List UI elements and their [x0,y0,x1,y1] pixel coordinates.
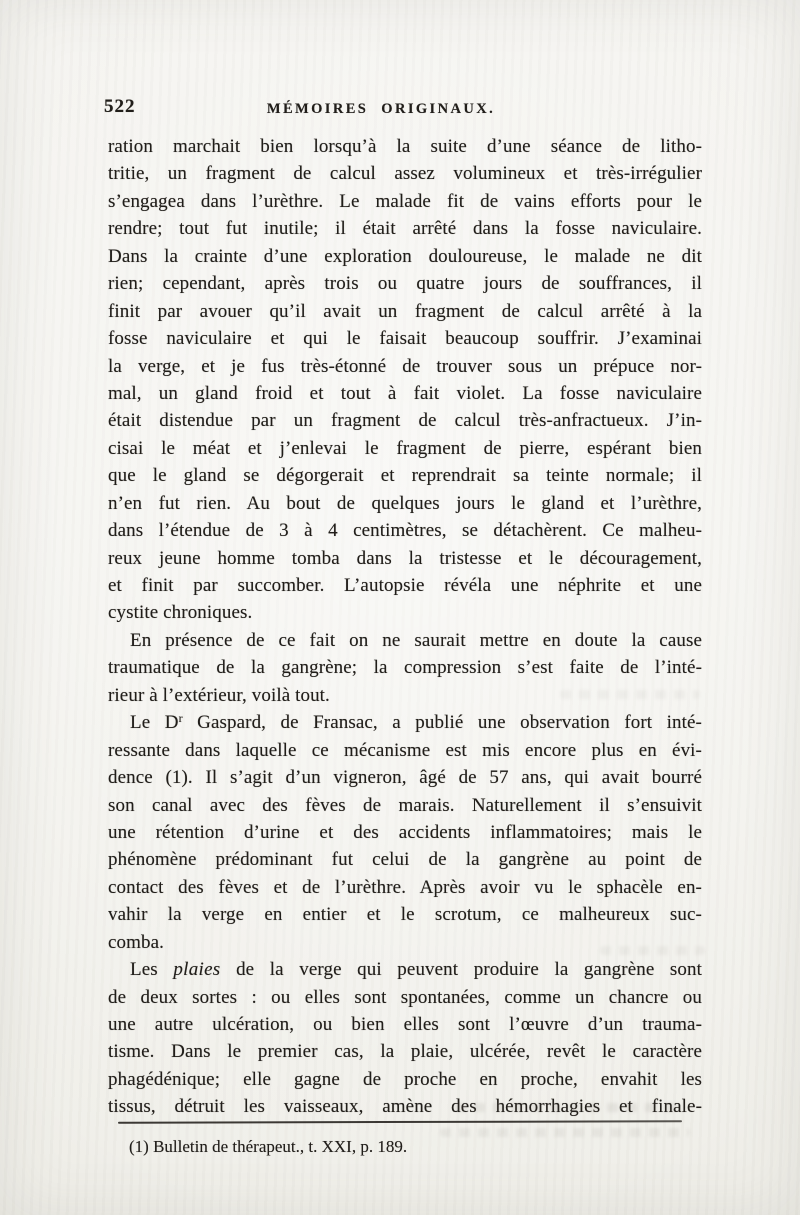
footnote-separator [118,1120,682,1123]
text-line: tisme. Dans le premier cas, la plaie, ulcérée, revêt le caractère [108,1041,702,1063]
text-line: n’en fut rien. Au bout de quelques jours le gland et l’urèthre, [108,492,702,514]
text-line: tritie, un fragment de calcul assez volumineux et très-irrégulier [108,163,702,185]
text-line: dence (1). Il s’agit d’un vigneron, âgé de 57 ans, qui avait bourré [108,767,702,789]
text-line: la verge, et je fus très-étonné de trouver sous un prépuce nor- [108,355,702,377]
text-line: et finit par succomber. L’autopsie révéla une néphrite et une [108,575,702,596]
text-line: contact des fèves et de l’urèthre. Après avoir vu le sphacèle en- [108,876,702,898]
body-text [108,133,702,1121]
page-number: 522 [104,96,136,117]
text-line: comba. [108,931,164,953]
text-line: cisai le méat et j’enlevai le fragment de pierre, espérant bien [108,437,702,459]
text-line: cystite chroniques. [108,602,253,624]
text-line: ressante dans laquelle ce mécanisme est mis encore plus en évi- [108,739,702,761]
text-line: En présence de ce fait on ne saurait mettre en doute la cause [130,629,702,651]
text-line: s’engagea dans l’urèthre. Le malade fit de vains efforts pour le [108,190,702,212]
text-line: fosse naviculaire et qui le faisait beaucoup souffrir. J’examinai [108,328,702,350]
text-line: traumatique de la gangrène; la compression s’est faite de l’inté- [108,657,702,679]
text-line: Les plaies de la verge qui peuvent produire la gangrène sont [130,959,702,981]
text-line: phagédénique; elle gagne de proche en proche, envahit les [108,1068,702,1090]
text-line: son canal avec des fèves de marais. Naturellement il s’ensuivit [108,794,702,816]
text-line: rien; cependant, après trois ou quatre jours de souffrances, il [108,273,702,295]
text-line: ration marchait bien lorsqu’à la suite d’une séance de litho- [108,136,702,157]
footnote: (1) Bulletin de thérapeut., t. XXI, p. 189. [129,1137,408,1156]
text-line: de deux sortes : ou elles sont spontanées, comme un chancre ou [108,986,702,1008]
text-line: tissus, détruit les vaisseaux, amène des hémorrhagies et finale- [108,1096,702,1118]
text-line: phénomène prédominant fut celui de la gangrène au point de [108,849,702,871]
text-line: vahir la verge en entier et le scrotum, ce malheureux suc- [108,904,702,926]
text-line: reux jeune homme tomba dans la tristesse et le découragement, [108,547,702,569]
text-line: une rétention d’urine et des accidents inflammatoires; mais le [108,821,702,843]
text-line: rendre; tout fut inutile; il était arrêté dans la fosse naviculaire. [108,218,702,240]
text-line: Dans la crainte d’une exploration douloureuse, le malade ne dit [108,245,702,267]
text-line: rieur à l’extérieur, voilà tout. [108,684,330,706]
text-line: une autre ulcération, ou bien elles sont l’œuvre d’un trauma- [108,1014,702,1035]
text-line: que le gland se dégorgerait et reprendrait sa teinte normale; il [108,465,702,487]
text-line: finit par avouer qu’il avait un fragment de calcul arrêté à la [108,300,702,322]
running-head: MÉMOIRES ORIGINAUX. [266,101,496,117]
text-line: était distendue par un fragment de calcul très-anfractueux. J’in- [108,410,702,432]
text-line: Le $D^r$ Gaspard, de Fransac, a publié une observation fort inté- [130,711,702,734]
text-line: dans l’étendue de 3 à 4 centimètres, se détachèrent. Ce malheu- [108,520,702,542]
text-line: mal, un gland froid et tout à fait violet. La fosse naviculaire [108,382,702,404]
